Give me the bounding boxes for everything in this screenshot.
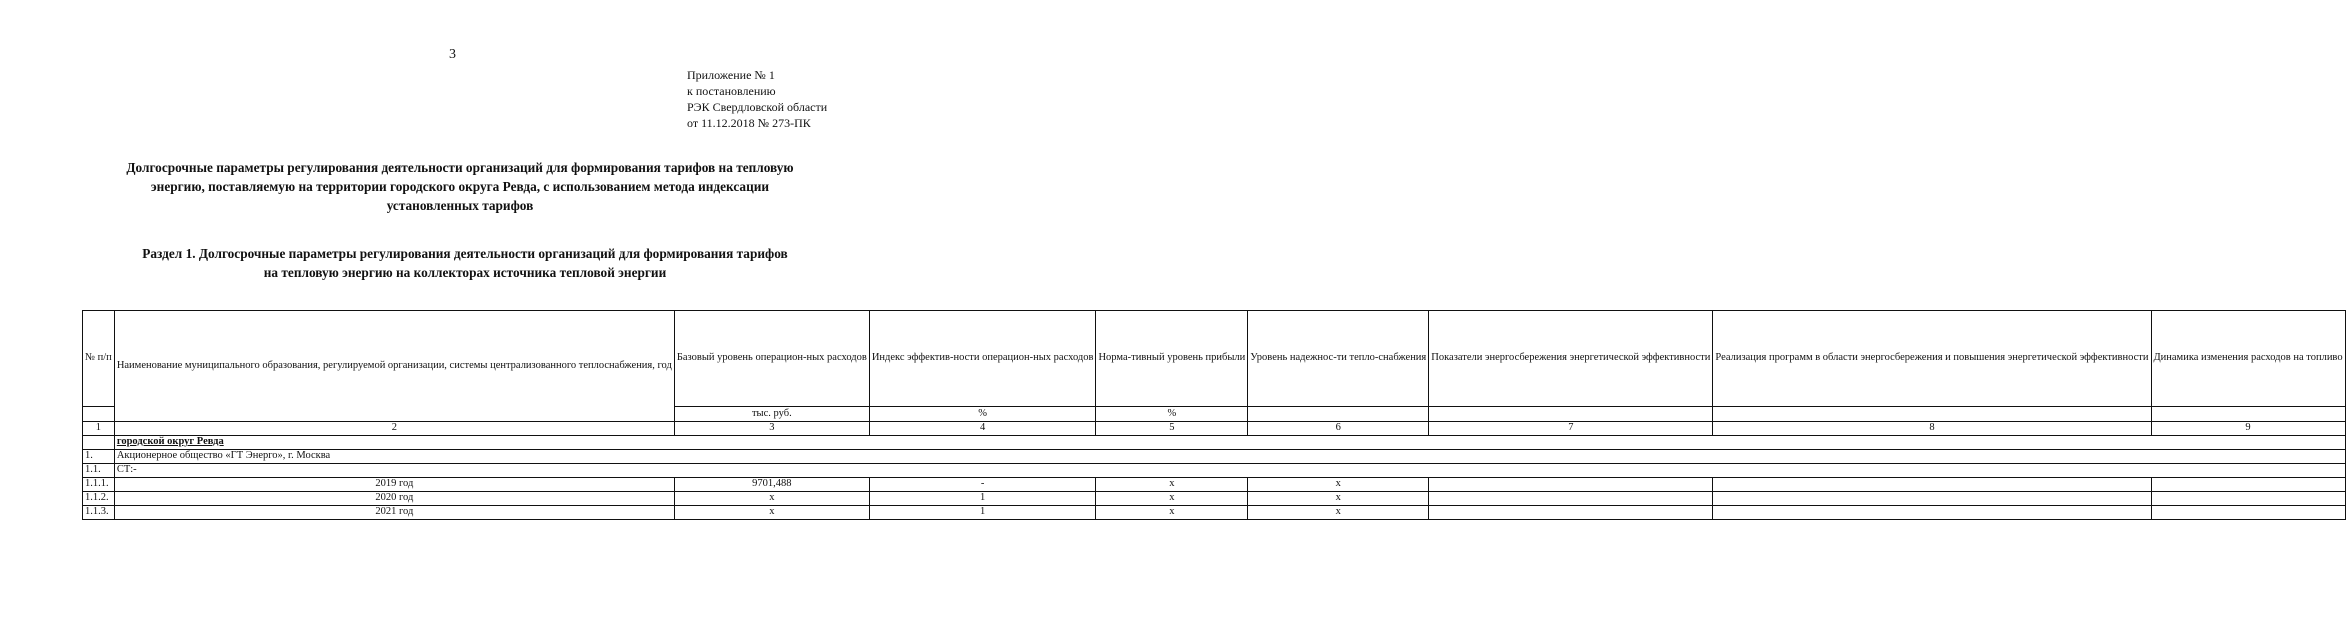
units-cell xyxy=(1429,407,1713,422)
section-title-line: на тепловую энергию на коллекторах источника тепловой энергии xyxy=(263,265,667,280)
base-level-cell: х xyxy=(674,506,869,520)
column-number: 9 xyxy=(2151,422,2345,436)
system-name: СТ:- xyxy=(114,464,2345,478)
document-title xyxy=(60,158,860,215)
column-number: 4 xyxy=(869,422,1096,436)
municipality-name: городской округ Ревда xyxy=(114,436,2345,450)
reliability-cell: х xyxy=(1248,478,1429,492)
table-cell xyxy=(1713,478,2151,492)
normative-profit-cell: х xyxy=(1096,478,1248,492)
header-fuel-dynamics: Динамика изменения расходов на топливо xyxy=(2151,311,2345,407)
table-row xyxy=(83,506,2346,520)
parameters-table xyxy=(82,310,2346,520)
row-number: 1. xyxy=(83,450,115,464)
column-number: 5 xyxy=(1096,422,1248,436)
header-num: № п/п xyxy=(83,311,115,407)
year-cell: 2019 год xyxy=(114,478,674,492)
header-base-level: Базовый уровень операцион-ных расходов xyxy=(674,311,869,407)
section-title-line: Раздел 1. Долгосрочные параметры регулирования деятельности организаций для формирования тарифов xyxy=(142,246,788,261)
units-cell xyxy=(83,407,115,422)
table-cell xyxy=(1713,506,2151,520)
column-number: 1 xyxy=(83,422,115,436)
table-row xyxy=(83,478,2346,492)
table-cell xyxy=(1429,492,1713,506)
column-number: 2 xyxy=(114,422,674,436)
organization-name: Акционерное общество «ГТ Энерго», г. Москва xyxy=(114,450,2345,464)
units-cell xyxy=(1713,407,2151,422)
table-cell xyxy=(1713,492,2151,506)
base-level-cell: 9701,488 xyxy=(674,478,869,492)
table-cell xyxy=(1429,506,1713,520)
section-title xyxy=(70,244,860,282)
page-number: 3 xyxy=(449,47,456,62)
document-title-line: установленных тарифов xyxy=(386,198,534,213)
reliability-cell: х xyxy=(1248,506,1429,520)
row-number: 1.1.2. xyxy=(83,492,115,506)
table-cell xyxy=(2151,478,2345,492)
normative-profit-cell: х xyxy=(1096,506,1248,520)
header-normative-profit: Норма-тивный уровень прибыли xyxy=(1096,311,1248,407)
appendix-line: от 11.12.2018 № 273-ПК xyxy=(687,116,811,130)
table-cell xyxy=(2151,492,2345,506)
units-normative-profit: % xyxy=(1096,407,1248,422)
header-reliability: Уровень надежнос-ти тепло-снабжения xyxy=(1248,311,1429,407)
table-cell xyxy=(83,436,115,450)
table-row xyxy=(83,492,2346,506)
normative-profit-cell: х xyxy=(1096,492,1248,506)
row-number: 1.1.1. xyxy=(83,478,115,492)
column-number: 7 xyxy=(1429,422,1713,436)
column-number: 6 xyxy=(1248,422,1429,436)
year-cell: 2020 год xyxy=(114,492,674,506)
header-efficiency-index: Индекс эффектив-ности операцион-ных расходов xyxy=(869,311,1096,407)
row-number: 1.1. xyxy=(83,464,115,478)
appendix-block xyxy=(687,67,827,131)
units-base-level: тыс. руб. xyxy=(674,407,869,422)
header-organization: Наименование муниципального образования, регулируемой организации, системы централизованного теплоснабжения, год xyxy=(114,311,674,422)
document-title-line: энергию, поставляемую на территории городского округа Ревда, с использованием метода индексации xyxy=(150,179,770,194)
document-title-line: Долгосрочные параметры регулирования деятельности организаций для формирования тарифов на тепловую xyxy=(126,160,794,175)
appendix-line: Приложение № 1 xyxy=(687,68,775,82)
units-cell xyxy=(1248,407,1429,422)
municipality-row xyxy=(83,436,2346,450)
efficiency-index-cell: 1 xyxy=(869,506,1096,520)
year-cell: 2021 год xyxy=(114,506,674,520)
base-level-cell: х xyxy=(674,492,869,506)
units-cell xyxy=(2151,407,2345,422)
appendix-line: РЭК Свердловской области xyxy=(687,100,828,114)
table-header-row xyxy=(83,311,2346,407)
table-cell xyxy=(2151,506,2345,520)
system-row xyxy=(83,464,2346,478)
row-number: 1.1.3. xyxy=(83,506,115,520)
header-programs: Реализация программ в области энергосбережения и повышения энергетической эффективности xyxy=(1713,311,2151,407)
column-numbers-row xyxy=(83,422,2346,436)
appendix-line: к постановлению xyxy=(687,84,776,98)
units-efficiency-index: % xyxy=(869,407,1096,422)
column-number: 3 xyxy=(674,422,869,436)
table-cell xyxy=(1429,478,1713,492)
header-energy-saving: Показатели энергосбережения энергетической эффективности xyxy=(1429,311,1713,407)
efficiency-index-cell: 1 xyxy=(869,492,1096,506)
organization-row xyxy=(83,450,2346,464)
efficiency-index-cell: - xyxy=(869,478,1096,492)
column-number: 8 xyxy=(1713,422,2151,436)
reliability-cell: х xyxy=(1248,492,1429,506)
